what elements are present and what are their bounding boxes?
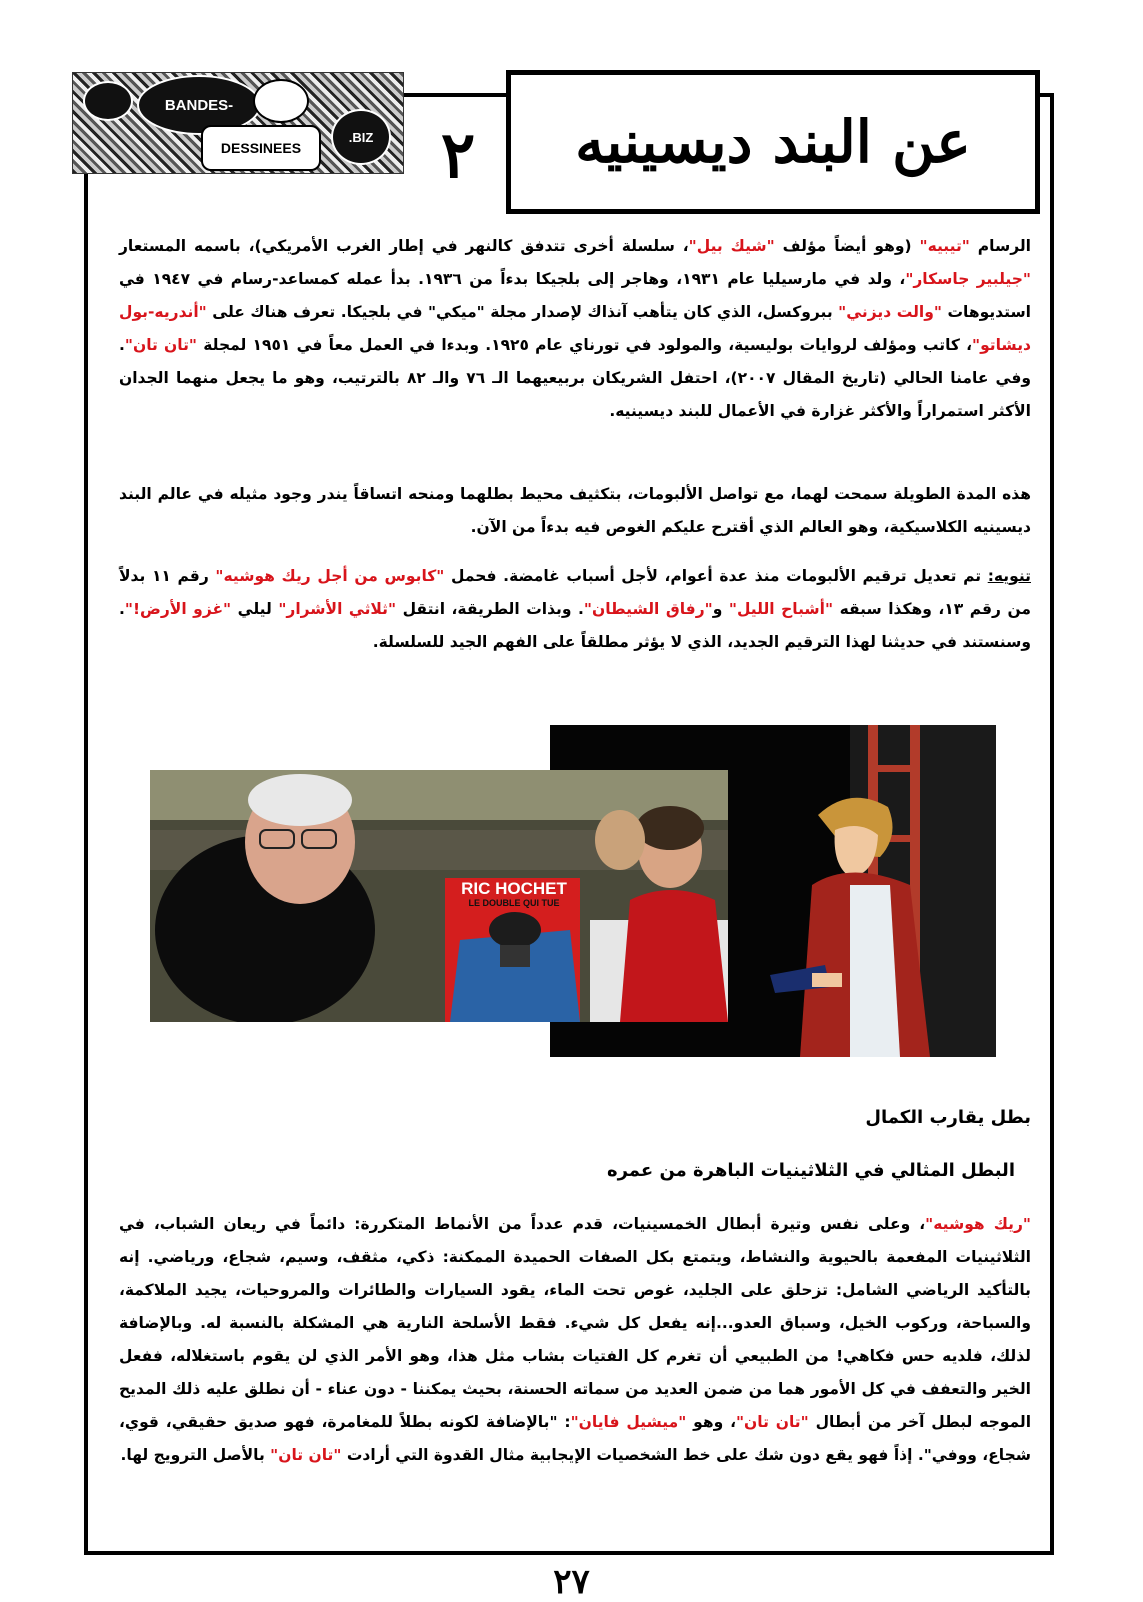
- name-ric-hochet: "ريك هوشيه": [925, 1215, 1031, 1233]
- author-photo: [150, 770, 728, 1022]
- comic-cover-subtitle: LE DOUBLE QUI TUE: [468, 898, 560, 908]
- speech-bubble-icon: [253, 79, 309, 123]
- speech-bubble-icon: [83, 81, 133, 121]
- name-michel-vaillant: "ميشيل فايان": [570, 1413, 687, 1431]
- intro-paragraph: الرسام "تيبيه" (وهو أيضاً مؤلف "شيك بيل"، سلسلة أخرى تتدفق كالنهر في إطار الغرب الأمريكي)، باسمه المستعار "جيلبير جاسكار"، ولد في مارسيليا عام ١٩٣١، وهاجر إلى بلجيكا بدءاً من ١٩٣٦. بدأ عمله كمساعد-رسام في ١٩٤٧ في استديوهات "والت ديزني" ببروكسل، الذي كان يتأهب آنذاك لإصدار مجلة "ميكي" في بلجيكا. تعرف هناك على "أندريه-بول ديشاتو"، كاتب ومؤلف لروايات بوليسية، والمولود في تورناي عام ١٩٢٥. وبدءا في العمل معاً في ١٩٥١ لمجلة "تان تان". وفي عامنا الحالي (تاريخ المقال ٢٠٠٧)، احتفل الشريكان بربيعيهما الـ ٧٦ والـ ٨٢ بالترتيب، وهو ما يجعل منهما الجدان الأكثر استمراراً والأكثر غزارة في الأعمال للبند ديسينيه.: [119, 237, 1032, 420]
- name-duchateau: "أندريه-بول ديشاتو": [119, 303, 1031, 354]
- section-subheading: البطل المثالي في الثلاثينيات الباهرة من عمره: [606, 1160, 1015, 1181]
- page-number: ٢٧: [553, 1562, 590, 1602]
- logo-bubble-dessinees: DESSINEES: [201, 125, 321, 171]
- title-part-number: ٢: [440, 118, 476, 193]
- second-paragraph: هذه المدة الطويلة سمحت لهما، مع تواصل الألبومات، بتكثيف محيط بطلهما ومنحه اتساقاً يندر وجود مثيله في عالم البند ديسينيه الكلاسيكية، وهو العالم الذي أقترح عليكم الغوص فيه بدءاً من الآن.: [119, 485, 1031, 536]
- page-title: عن البند ديسينيه: [575, 108, 971, 176]
- name-gascard: "جيلبير جاسكار": [905, 270, 1031, 288]
- name-tibet: "تيبيه": [919, 237, 970, 255]
- note-paragraph: تنويه: تم تعديل ترقيم الألبومات منذ عدة أعوام، لأجل أسباب غامضة. فحمل "كابوس من أجل ريك هوشيه" رقم ١١ بدلاً من رقم ١٣، وهكذا سبقه "أشباح الليل" و"رفاق الشيطان". وبذات الطريقة، انتقل "ثلاثي الأشرار" ليلي "غزو الأرض!". وسنستند في حديثنا لهذا الترقيم الجديد، الذي لا يؤثر مطلقاً على الفهم الجيد للسلسلة.: [119, 567, 1032, 651]
- name-walt-disney: "والت ديزني": [838, 303, 942, 321]
- body-paragraph: "ريك هوشيه"، وعلى نفس وتيرة أبطال الخمسينيات، قدم عدداً من الأنماط المتكررة: دائماً في ريعان الشباب، في الثلاثينيات المفعمة بالحيوية والنشاط، ويتمتع بكل الصفات الحميدة الممكنة: ذكي، مثقف، وسيم، شجاع، ورياضي. إنه بالتأكيد الرياضي الشامل: تزحلق على الجليد، غوص تحت الماء، يقود السيارات والطائرات والمروحيات، يجيد الملاكمة، والسباحة، وركوب الخيل، وسباق العدو...إنه يفعل كل شيء. فقط الأسلحة النارية هي المشكلة بالنسبة له. وبالإضافة لذلك، فلديه حس فكاهي! من الطبيعي أن تغرم كل الفتيات بشاب مثل هذا، وهو الأمر الذي لن يقوم باستغلاله، ففعل الخير والتعفف في كل الأمور هما من ضمن العديد من سماته الحسنة، بحيث يمكننا - دون عناء - أن نطلق عليه ذلك المديح الموجه لبطل آخر من أبطال "تان تان"، وهو "ميشيل فايان": "بالإضافة لكونه بطلاً للمغامرة، فهو صديق حقيقي، قوي، شجاع، ووفي". إذاً فهو يقع دون شك على خط الشخصيات الإيجابية مثال القدوة التي أرادت "تان تان" بالأصل الترويج لها.: [119, 1215, 1032, 1464]
- logo-bubble-biz: .BIZ: [331, 109, 391, 165]
- name-tintin: "تان تان": [124, 336, 197, 354]
- comic-cover-title: RIC HOCHET: [461, 879, 567, 898]
- logo-bubble-bandes: BANDES-: [137, 75, 261, 135]
- name-chick-bill: "شيك بيل": [688, 237, 775, 255]
- author-photo-scene: [150, 770, 728, 1022]
- title-box: [506, 70, 1040, 214]
- bandes-dessinees-logo: [72, 72, 404, 174]
- section-heading: بطل يقارب الكمال: [865, 1107, 1031, 1128]
- note-label: تنويه:: [987, 567, 1031, 585]
